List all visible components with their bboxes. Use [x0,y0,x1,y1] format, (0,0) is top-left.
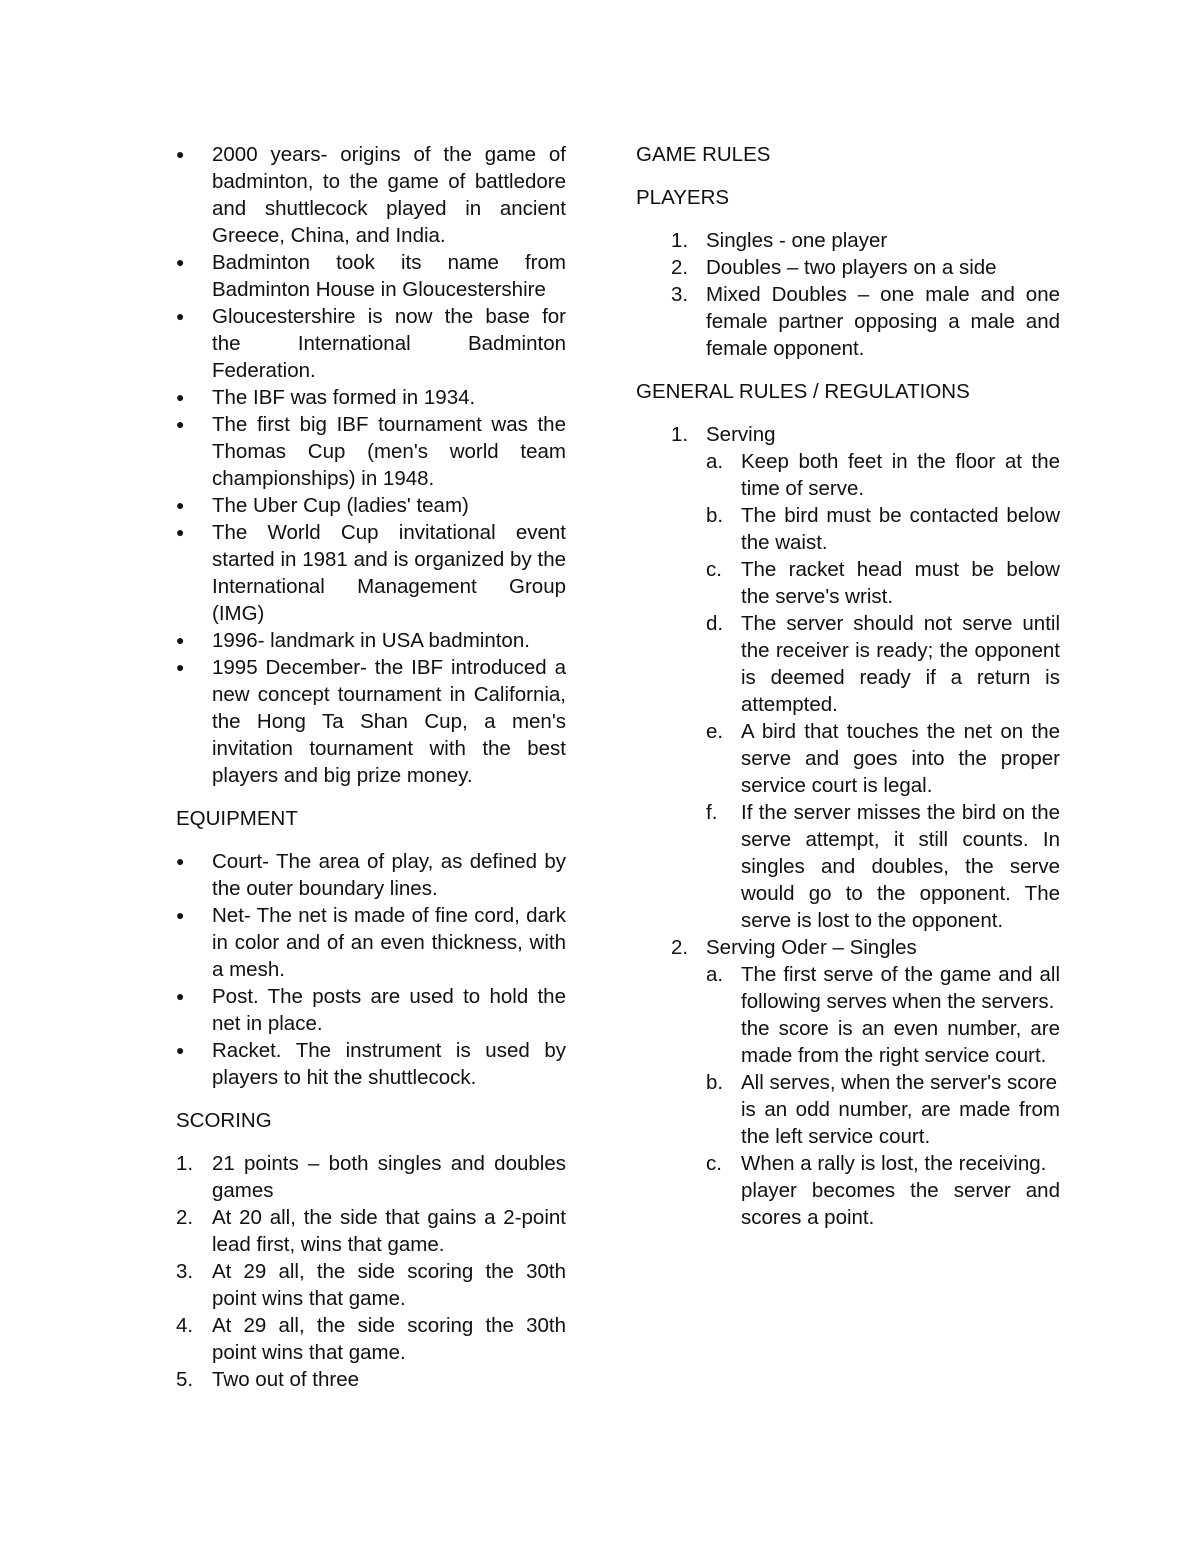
list-item: c. When a rally is lost, the receiving. player becomes the server and scores a point. [706,1152,1060,1229]
serving-section [636,421,1060,448]
bullet-icon: ● [176,416,185,432]
bullet-icon: ● [176,1042,185,1058]
serving-order-list [706,961,1060,1231]
list-item: ● 1996- landmark in USA badminton. [176,629,530,652]
list-item: b. The bird must be contacted below the waist. [706,504,1060,554]
game-rules-heading: GAME RULES [636,143,771,166]
bullet-icon: ● [176,308,185,324]
bullet-icon: ● [176,389,185,405]
list-item: ● Net- The net is made of fine cord, dark in color and of an even thickness, with a mesh. [176,904,566,981]
serving-order-section [636,934,1060,961]
list-item: 1. Serving [671,423,776,446]
list-item: 1. Singles - one player [671,229,888,252]
list-item: f. If the server misses the bird on the serve attempt, it still counts. In singles and doubles, the serve would go to the opponent. The serve is lost to the opponent. [706,801,1060,932]
list-item: ● Badminton took its name from Badminton House in Gloucestershire [176,251,566,301]
bullet-icon: ● [176,988,185,1004]
bullet-icon: ● [176,497,185,513]
list-item: 2. Serving Oder – Singles [671,936,917,959]
right-column [636,141,1060,1231]
list-item: ● Racket. The instrument is used by players to hit the shuttlecock. [176,1039,566,1089]
bullet-icon: ● [176,853,185,869]
equipment-list [176,848,566,1091]
list-item: d. The server should not serve until the receiver is ready; the opponent is deemed ready if a return is attempted. [706,612,1060,716]
list-item: ● 1995 December- the IBF introduced a new concept tournament in California, the Hong Ta Shan Cup, a men's invitation tournament with the best players and big prize money. [176,656,566,787]
list-item: ● Gloucestershire is now the base for the International Badminton Federation. [176,305,566,382]
list-item: ● Post. The posts are used to hold the net in place. [176,985,566,1035]
list-item: 5. Two out of three [176,1368,360,1391]
bullet-icon: ● [176,254,185,270]
list-item: e. A bird that touches the net on the serve and goes into the proper service court is legal. [706,720,1060,797]
list-item: 2. At 20 all, the side that gains a 2-point lead first, wins that game. [176,1206,566,1256]
left-column [176,141,566,1409]
list-item: ● The Uber Cup (ladies' team) [176,494,469,517]
list-item: ● The first big IBF tournament was the Thomas Cup (men's world team championships) in 1948. [176,413,566,490]
general-rules-heading: GENERAL RULES / REGULATIONS [636,380,970,403]
list-item: ● 2000 years- origins of the game of badminton, to the game of battledore and shuttlecock played in ancient Greece, China, and India. [176,143,566,247]
intro-bullet-list [176,141,566,789]
list-item: a. Keep both feet in the floor at the time of serve. [706,450,1060,500]
list-item: 4. At 29 all, the side scoring the 30th point wins that game. [176,1314,566,1364]
list-item: c. The racket head must be below the serve's wrist. [706,558,1060,608]
list-item: b. All serves, when the server's score is an odd number, are made from the left service court. [706,1071,1060,1148]
list-item: 3. Mixed Doubles – one male and one female partner opposing a male and female opponent. [671,283,1060,360]
bullet-icon: ● [176,524,185,540]
players-list [636,227,1060,362]
list-item: ● The World Cup invitational event started in 1981 and is organized by the International Management Group (IMG) [176,521,566,625]
list-item: ● The IBF was formed in 1934. [176,386,476,409]
bullet-icon: ● [176,907,185,923]
scoring-heading: SCORING [176,1109,272,1132]
scoring-list [176,1150,566,1393]
serving-rules-list [706,448,1060,934]
list-item: 3. At 29 all, the side scoring the 30th point wins that game. [176,1260,566,1310]
equipment-heading: EQUIPMENT [176,807,298,830]
list-item: 2. Doubles – two players on a side [671,256,997,279]
bullet-icon: ● [176,659,185,675]
bullet-icon: ● [176,146,185,162]
list-item: ● Court- The area of play, as defined by the outer boundary lines. [176,850,566,900]
bullet-icon: ● [176,632,185,648]
players-heading: PLAYERS [636,186,730,209]
list-item: 1. 21 points – both singles and doubles games [176,1152,566,1202]
list-item: a. The first serve of the game and all following serves when the servers. the score is an even number, are made from the right service court. [706,963,1060,1067]
